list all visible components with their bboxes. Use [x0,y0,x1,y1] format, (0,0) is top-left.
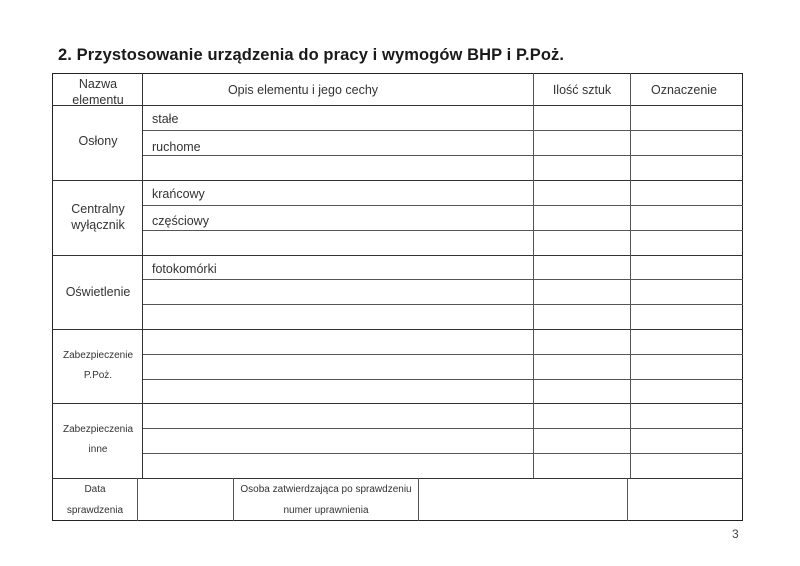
section-title: 2. Przystosowanie urządzenia do pracy i wymogów BHP i P.Poż. [58,46,565,64]
group-divider [52,329,743,330]
row-line [142,428,743,429]
group-name-other-protection [63,420,133,460]
header-divider [52,105,743,106]
row-line [142,230,743,231]
footer-approver-line1: Osoba zatwierdzająca po sprawdzeniu [240,484,412,495]
row-line [142,130,743,131]
footer-check-date-line2: sprawdzenia [66,505,124,516]
description-column-divider [533,73,534,478]
option-photocells: fotokomórki [152,262,217,276]
group-divider [52,403,743,404]
footer-check-date-line1: Data [84,484,106,495]
header-quantity: Ilość sztuk [552,83,612,97]
row-line [142,354,743,355]
group-name-central-switch-line1: Centralny [71,202,125,216]
group-name-central-switch-line2: wyłącznik [71,217,125,232]
group-name-lighting: Oświetlenie [65,285,131,299]
footer-check-date [67,479,123,521]
group-name-fire-protection-line1: Zabezpieczenie [62,350,134,361]
group-name-central-switch [71,202,125,233]
row-line [142,453,743,454]
footer-divider-2 [233,478,234,521]
footer-divider-4 [627,478,628,521]
header-name-line1: Nazwa [78,77,118,91]
group-name-fire-protection-line2: P.Poż. [83,370,113,381]
footer-approver-line2: numer uprawnienia [283,505,369,516]
row-line [142,279,743,280]
header-marking: Oznaczenie [650,83,718,97]
row-line [142,205,743,206]
name-column-divider [142,73,143,478]
group-divider [52,180,743,181]
group-name-fire-protection [63,346,133,386]
group-divider [52,255,743,256]
footer-divider-1 [137,478,138,521]
page-number: 3 [732,527,739,541]
group-name-other-protection-line2: inne [88,444,108,455]
option-movable: ruchome [152,140,201,154]
footer-approver [240,479,411,521]
header-name [72,77,123,108]
row-line [142,155,743,156]
footer-divider-3 [418,478,419,521]
header-description: Opis elementu i jego cechy [227,83,379,97]
header-name-line2: elementu [72,92,124,107]
option-limit: krańcowy [152,187,205,201]
option-fixed: stałe [152,112,179,126]
group-name-guards: Osłony [78,134,118,148]
group-name-other-protection-line1: Zabezpieczenia [62,424,134,435]
quantity-column-divider [630,73,631,478]
option-partial: częściowy [152,214,209,228]
row-line [142,304,743,305]
row-line [142,379,743,380]
